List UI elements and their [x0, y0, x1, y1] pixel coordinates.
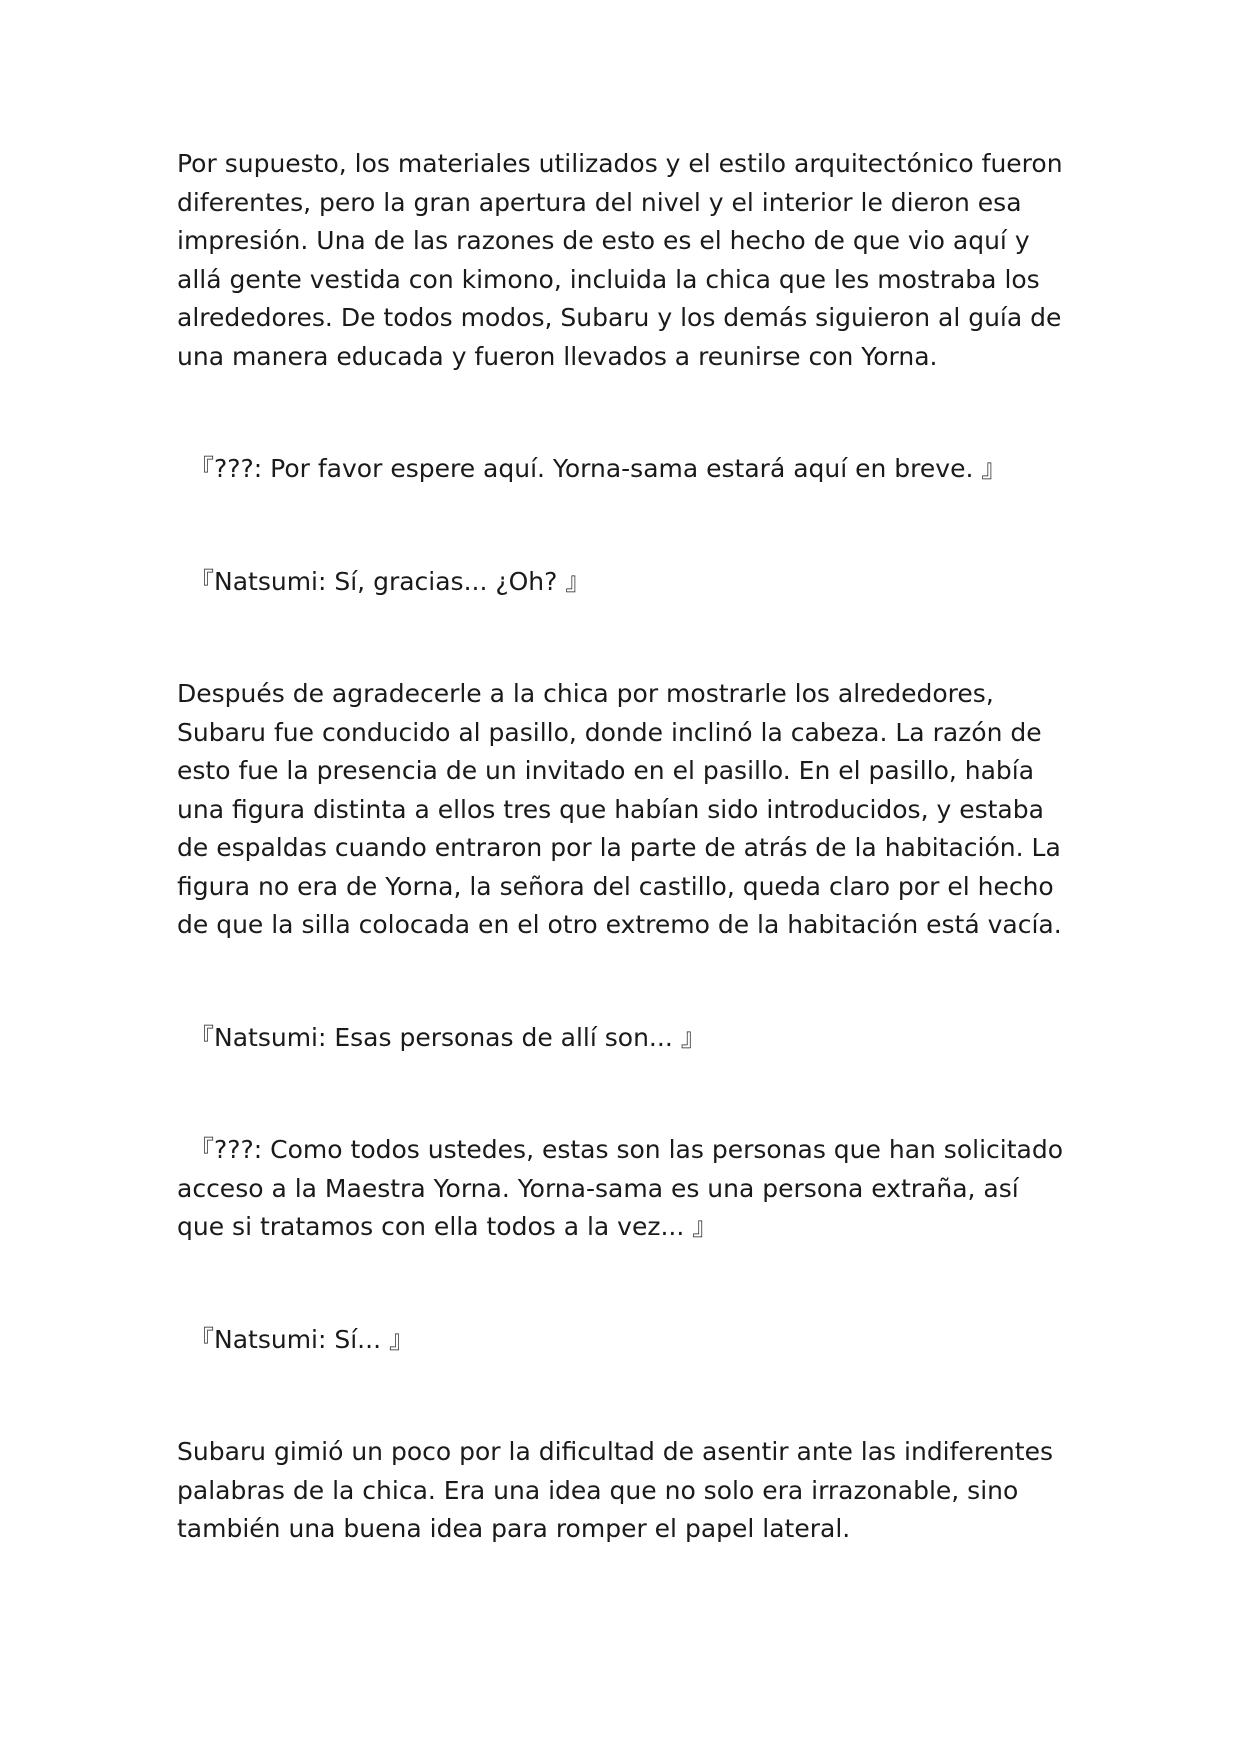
dialogue-natsumi-thanks: 『Natsumi: Sí, gracias... ¿Oh? 』: [189, 566, 591, 596]
dialogue-natsumi-question: 『Natsumi: Esas personas de allí son... 』: [189, 1022, 706, 1052]
paragraph-hallway-guest: Después de agradecerle a la chica por mostrarle los alrededores, Subaru fue conducido al pasillo, donde inclinó la cabeza. La razón de esto fue la presencia de un invitado en el pasillo. En el pasillo, había una figura distinta a ellos tres que habían sido introducidos, y estaba de espaldas cuando entraron por la parte de atrás de la habitación. La figura no era de Yorna, la señora del castillo, queda claro por el hecho de que la silla colocada en el otro extremo de la habitación está vacía.: [177, 679, 1062, 939]
document-body: [177, 145, 1067, 1623]
paragraph-arrival: Por supuesto, los materiales utilizados y el estilo arquitectónico fueron diferentes, pero la gran apertura del nivel y el interior le dieron esa impresión. Una de las razones de esto es el hecho de que vio aquí y allá gente vestida con kimono, incluida la chica que les mostraba los alrededores. De todos modos, Subaru y los demás siguieron al guía de una manera educada y fueron llevados a reunirse con Yorna.: [177, 149, 1063, 371]
dialogue-natsumi-yes: 『Natsumi: Sí... 』: [189, 1324, 414, 1354]
paragraph-subaru-groan: Subaru gimió un poco por la dificultad de asentir ante las indiferentes palabras de la chica. Era una idea que no solo era irrazonable, sino también una buena idea para romper el papel lateral.: [177, 1437, 1053, 1543]
dialogue-guide-explanation: 『???: Como todos ustedes, estas son las personas que han solicitado acceso a la Maestra Yorna. Yorna-sama es una persona extraña, así que si tratamos con ella todos a la vez... 』: [177, 1135, 1063, 1241]
dialogue-guide-wait: 『???: Por favor espere aquí. Yorna-sama estará aquí en breve. 』: [189, 454, 1007, 483]
